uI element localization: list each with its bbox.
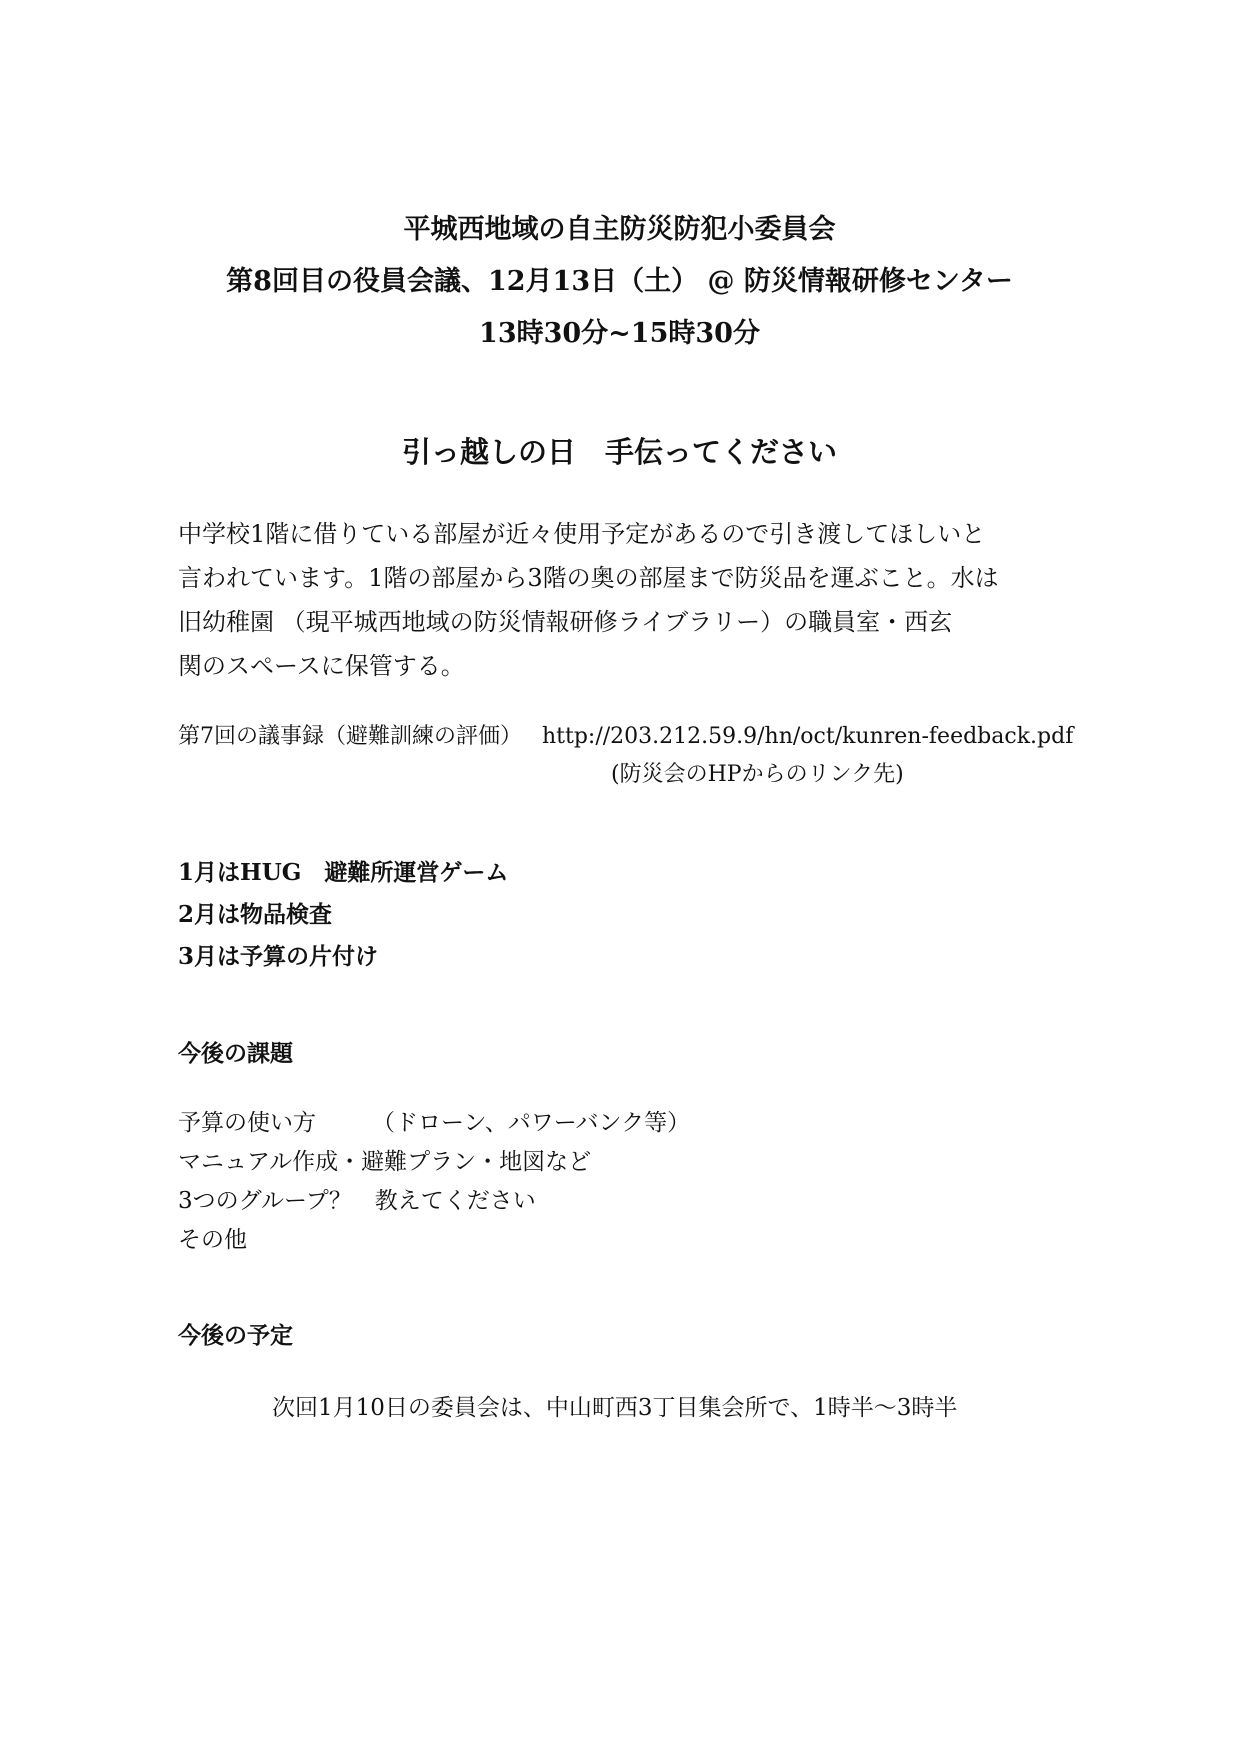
issues-heading: 今後の課題: [178, 1040, 293, 1067]
minutes-label: 第7回の議事録（避難訓練の評価）: [178, 724, 522, 749]
plans-heading: 今後の予定: [178, 1322, 293, 1349]
notice-line: 関のスペースに保管する。: [178, 652, 465, 680]
issue-item: マニュアル作成・避難プラン・地図など: [178, 1149, 592, 1175]
minutes-url: http://203.212.59.9/hn/oct/kunren-feedback.pdf: [542, 724, 1074, 749]
budget-label: 予算の使い方: [178, 1110, 316, 1136]
schedule-item: 1月はHUG 避難所運営ゲーム: [178, 859, 509, 886]
next-meeting-info: 次回1月10日の委員会は、中山町西3丁目集会所で、1時半〜3時半: [272, 1395, 958, 1421]
committee-name: 平城西地域の自主防災防犯小委員会: [403, 214, 836, 245]
notice-line: 旧幼稚園 （現平城西地域の防災情報研修ライブラリー）の職員室・西玄: [178, 608, 953, 636]
notice-line: 中学校1階に借りている部屋が近々使用予定があるので引き渡してほしいと: [178, 520, 986, 548]
moving-day-heading: 引っ越しの日 手伝ってください: [401, 435, 837, 469]
schedule-item: 2月は物品検査: [178, 901, 333, 928]
minutes-link-note: (防災会のHPからのリンク先): [611, 762, 904, 787]
meeting-title: 第8回目の役員会議、12月13日（土） @ 防災情報研修センター: [226, 266, 1013, 297]
issue-item: 3つのグループ？ 教えてください: [178, 1188, 536, 1214]
issues-list: [178, 1104, 690, 1260]
issue-item: その他: [178, 1227, 247, 1253]
notice-line: 言われています。1階の部屋から3階の奥の部屋まで防災品を運ぶこと。水は: [178, 564, 999, 592]
issue-item: [178, 1104, 690, 1143]
monthly-schedule: [178, 852, 508, 978]
moving-notice-paragraph: [178, 512, 1068, 688]
schedule-item: 3月は予算の片付け: [178, 943, 379, 970]
minutes-reference: [178, 718, 1078, 794]
meeting-time: 13時30分~15時30分: [479, 318, 760, 349]
budget-detail: （ドローン、パワーバンク等）: [372, 1110, 691, 1136]
document-header: [0, 204, 1239, 360]
